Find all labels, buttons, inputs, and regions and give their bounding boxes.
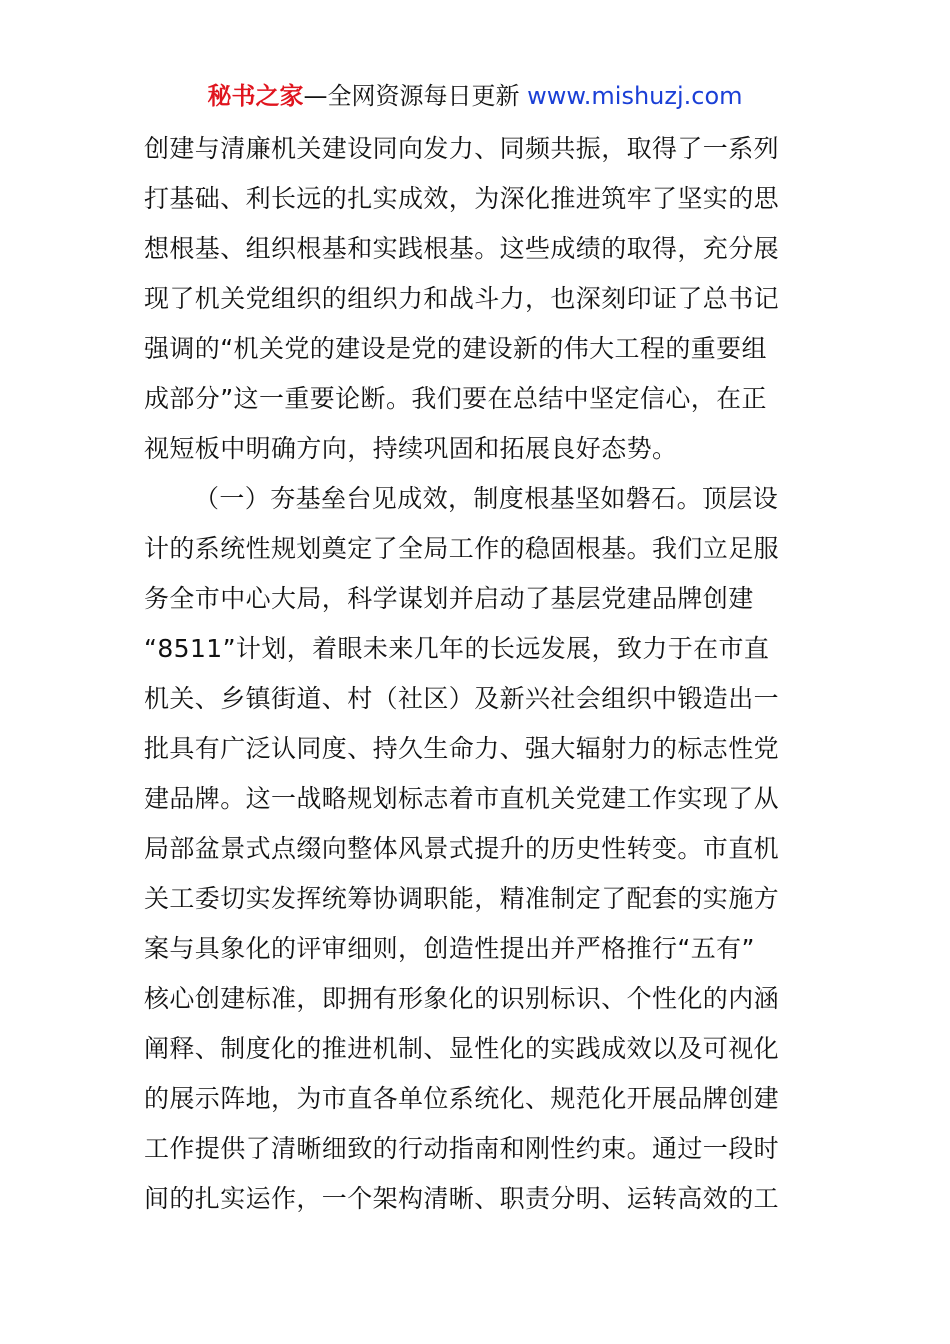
site-header: [0, 78, 950, 114]
text-line: 建品牌。这一战略规划标志着市直机关党建工作实现了从: [144, 784, 780, 813]
text-line: 阐释、制度化的推进机制、显性化的实践成效以及可视化: [144, 1034, 780, 1063]
text-line: 局部盆景式点缀向整体风景式提升的历史性转变。市直机: [144, 834, 780, 863]
text-line: 关工委切实发挥统筹协调职能，精准制定了配套的实施方: [144, 884, 780, 913]
text-line: 务全市中心大局，科学谋划并启动了基层党建品牌创建: [144, 584, 754, 613]
text-line: 视短板中明确方向，持续巩固和拓展良好态势。: [144, 434, 678, 463]
text-line: 现了机关党组织的组织力和战斗力，也深刻印证了总书记: [144, 284, 780, 313]
text-line: 批具有广泛认同度、持久生命力、强大辐射力的标志性党: [144, 734, 780, 763]
text-line: 间的扎实运作，一个架构清晰、职责分明、运转高效的工: [144, 1184, 780, 1213]
text-line: 计的系统性规划奠定了全局工作的稳固根基。我们立足服: [144, 534, 780, 563]
section-heading-line: （一）夯基垒台见成效，制度根基坚如磐石。顶层设: [194, 484, 779, 513]
text-line: 机关、乡镇街道、村（社区）及新兴社会组织中锻造出一: [144, 684, 780, 713]
brand-name: 秘书之家: [207, 82, 304, 110]
text-line: 案与具象化的评审细则，创造性提出并严格推行“五有”: [144, 934, 755, 963]
text-line: 的展示阵地，为市直各单位系统化、规范化开展品牌创建: [144, 1084, 780, 1113]
text-line: “8511”计划，着眼未来几年的长远发展，致力于在市直: [144, 634, 770, 663]
text-line: 工作提供了清晰细致的行动指南和刚性约束。通过一段时: [144, 1134, 780, 1163]
text-line: 强调的“机关党的建设是党的建设新的伟大工程的重要组: [144, 334, 767, 363]
document-body: [144, 124, 816, 1224]
text-line: 想根基、组织根基和实践根基。这些成绩的取得，充分展: [144, 234, 780, 263]
site-url-link[interactable]: www.mishuzj.com: [527, 82, 743, 110]
text-line: 打基础、利长远的扎实成效，为深化推进筑牢了坚实的思: [144, 184, 780, 213]
text-line: 核心创建标准，即拥有形象化的识别标识、个性化的内涵: [144, 984, 780, 1013]
text-line: 创建与清廉机关建设同向发力、同频共振，取得了一系列: [144, 134, 780, 163]
header-tagline: —全网资源每日更新: [303, 82, 520, 110]
text-line: 成部分”这一重要论断。我们要在总结中坚定信心，在正: [144, 384, 767, 413]
